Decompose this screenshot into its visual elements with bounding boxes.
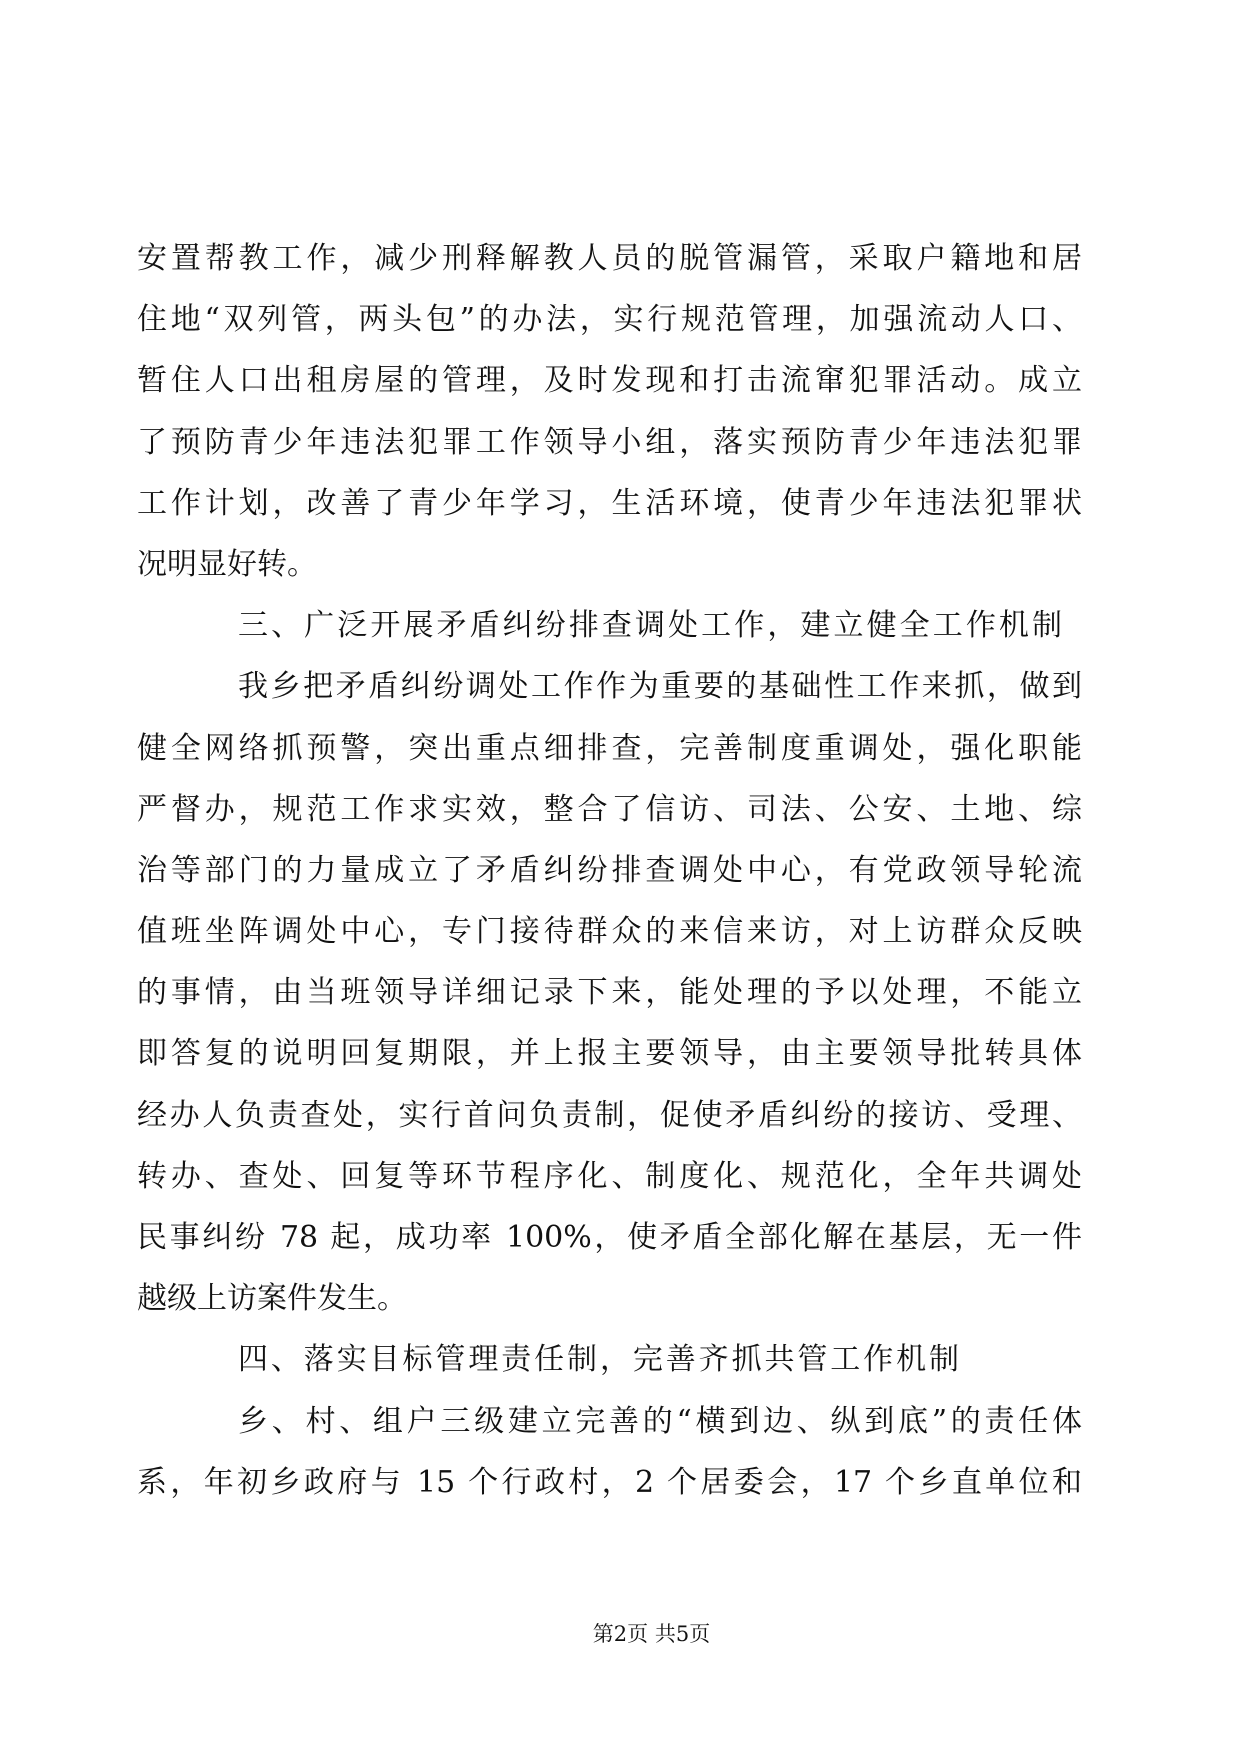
text-line: 我乡把矛盾纠纷调处工作作为重要的基础性工作来抓，做到 — [238, 669, 1082, 705]
text-line: 严督办，规范工作求实效，整合了信访、司法、公安、土地、综 — [137, 791, 1082, 827]
text-line: 住地“双列管，两头包”的办法，实行规范管理，加强流动人口、 — [137, 302, 1082, 338]
heading-text: 三、广泛开展矛盾纠纷排查调处工作，建立健全工作机制 — [238, 608, 1062, 644]
text-line: 乡、村、组户三级建立完善的“横到边、纵到底”的责任体 — [238, 1403, 1082, 1439]
text-line: 治等部门的力量成立了矛盾纠纷排查调处中心，有党政领导轮流 — [137, 852, 1082, 888]
text-line: 转办、查处、回复等环节程序化、制度化、规范化，全年共调处 — [137, 1158, 1082, 1194]
text-line: 值班坐阵调处中心，专门接待群众的来信来访，对上访群众反映 — [137, 914, 1082, 950]
paragraph-public-security — [137, 236, 1082, 603]
paragraph-responsibility-system — [137, 1399, 1082, 1521]
heading-text: 四、落实目标管理责任制，完善齐抓共管工作机制 — [238, 1342, 959, 1378]
text-line: 安置帮教工作，减少刑释解教人员的脱管漏管，采取户籍地和居 — [137, 241, 1082, 276]
paragraph-dispute-mediation — [137, 664, 1082, 1337]
text-line: 的事情，由当班领导详细记录下来，能处理的予以处理，不能立 — [137, 975, 1082, 1011]
text-line: 工作计划，改善了青少年学习，生活环境，使青少年违法犯罪状 — [137, 485, 1082, 521]
page-number-footer: 第2页 共5页 — [592, 1622, 711, 1646]
text-line: 暂住人口出租房屋的管理，及时发现和打击流窜犯罪活动。成立 — [137, 363, 1082, 399]
text-line: 即答复的说明回复期限，并上报主要领导，由主要领导批转具体 — [137, 1036, 1082, 1072]
text-line: 健全网络抓预警，突出重点细排查，完善制度重调处，强化职能 — [137, 730, 1082, 766]
text-line: 系，年初乡政府与 15 个行政村，2 个居委会，17 个乡直单位和 — [137, 1464, 1082, 1500]
text-line: 况明显好转。 — [137, 546, 317, 582]
text-line: 了预防青少年违法犯罪工作领导小组，落实预防青少年违法犯罪 — [137, 424, 1082, 460]
text-line: 经办人负责查处，实行首问负责制，促使矛盾纠纷的接访、受理、 — [137, 1097, 1082, 1133]
text-line: 民事纠纷 78 起，成功率 100%，使矛盾全部化解在基层，无一件 — [137, 1220, 1082, 1255]
text-line: 越级上访案件发生。 — [137, 1281, 407, 1317]
document-body — [137, 236, 1082, 1521]
section-heading-4 — [137, 1337, 1082, 1398]
section-heading-3 — [137, 603, 1082, 664]
